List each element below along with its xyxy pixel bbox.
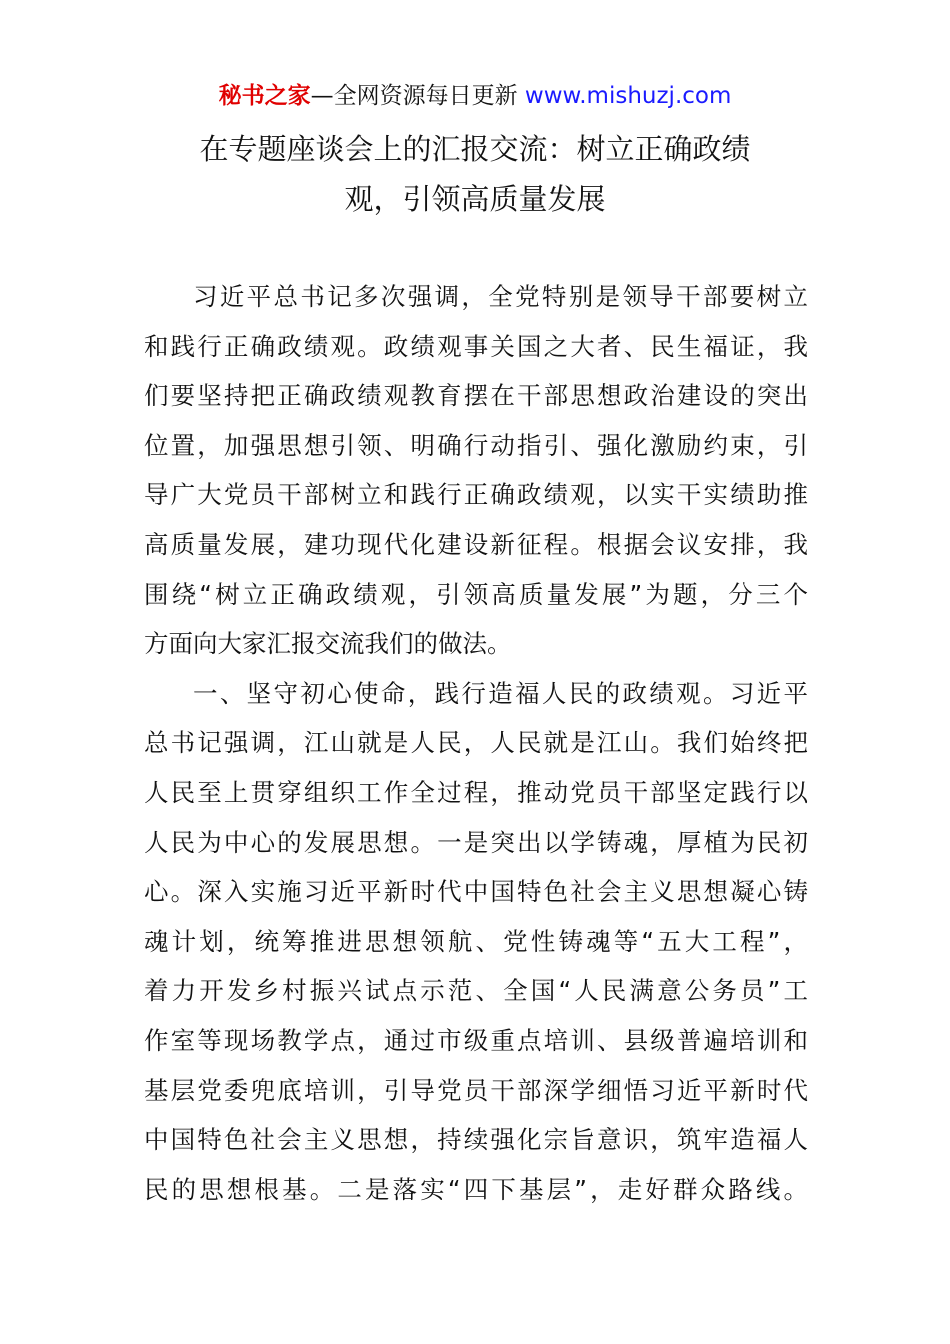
body-line: 着力开发乡村振兴试点示范、全国“人民满意公务员”工 — [144, 976, 808, 1006]
body-line: 基层党委兜底培训，引导党员干部深学细悟习近平新时代 — [144, 1075, 808, 1105]
site-brand: 秘书之家 — [218, 83, 311, 109]
body-line: 中国特色社会主义思想，持续强化宗旨意识，筑牢造福人 — [144, 1125, 808, 1155]
body-line: 和践行正确政绩观。政绩观事关国之大者、民生福证，我 — [144, 331, 808, 361]
body-line: 们要坚持把正确政绩观教育摆在干部思想政治建设的突出 — [144, 381, 808, 411]
body-line: 总书记强调，江山就是人民，人民就是江山。我们始终把 — [144, 728, 808, 758]
body-line: 民的思想根基。二是落实“四下基层”，走好群众路线。 — [144, 1174, 808, 1204]
body-line: 一、坚守初心使命，践行造福人民的政绩观。习近平 — [193, 678, 808, 708]
body-line: 作室等现场教学点，通过市级重点培训、县级普遍培训和 — [144, 1025, 808, 1055]
site-header — [0, 80, 950, 112]
site-slogan: —全网资源每日更新 — [310, 83, 525, 109]
title-line-1: 在专题座谈会上的汇报交流：树立正确政绩 — [199, 132, 751, 166]
body-line: 人民为中心的发展思想。一是突出以学铸魂，厚植为民初 — [144, 827, 808, 857]
title-line-2: 观，引领高质量发展 — [344, 182, 606, 216]
body-line: 高质量发展，建功现代化建设新征程。根据会议安排，我 — [144, 529, 808, 559]
body-line: 习近平总书记多次强调，全党特别是领导干部要树立 — [193, 282, 808, 311]
document-title — [150, 124, 800, 224]
body-line: 人民至上贯穿组织工作全过程，推动党员干部坚定践行以 — [144, 777, 808, 807]
body-line: 位置，加强思想引领、明确行动指引、强化激励约束，引 — [144, 430, 808, 460]
body-line: 魂计划，统筹推进思想领航、党性铸魂等“五大工程”， — [144, 926, 808, 956]
body-line: 方面向大家汇报交流我们的做法。 — [144, 629, 512, 659]
document-body — [144, 272, 808, 1214]
body-line: 围绕“树立正确政绩观，引领高质量发展”为题，分三个 — [144, 579, 808, 609]
site-url[interactable]: www.mishuzj.com — [524, 83, 732, 109]
body-line: 导广大党员干部树立和践行正确政绩观，以实干实绩助推 — [144, 480, 808, 510]
body-line: 心。深入实施习近平新时代中国特色社会主义思想凝心铸 — [144, 877, 808, 907]
